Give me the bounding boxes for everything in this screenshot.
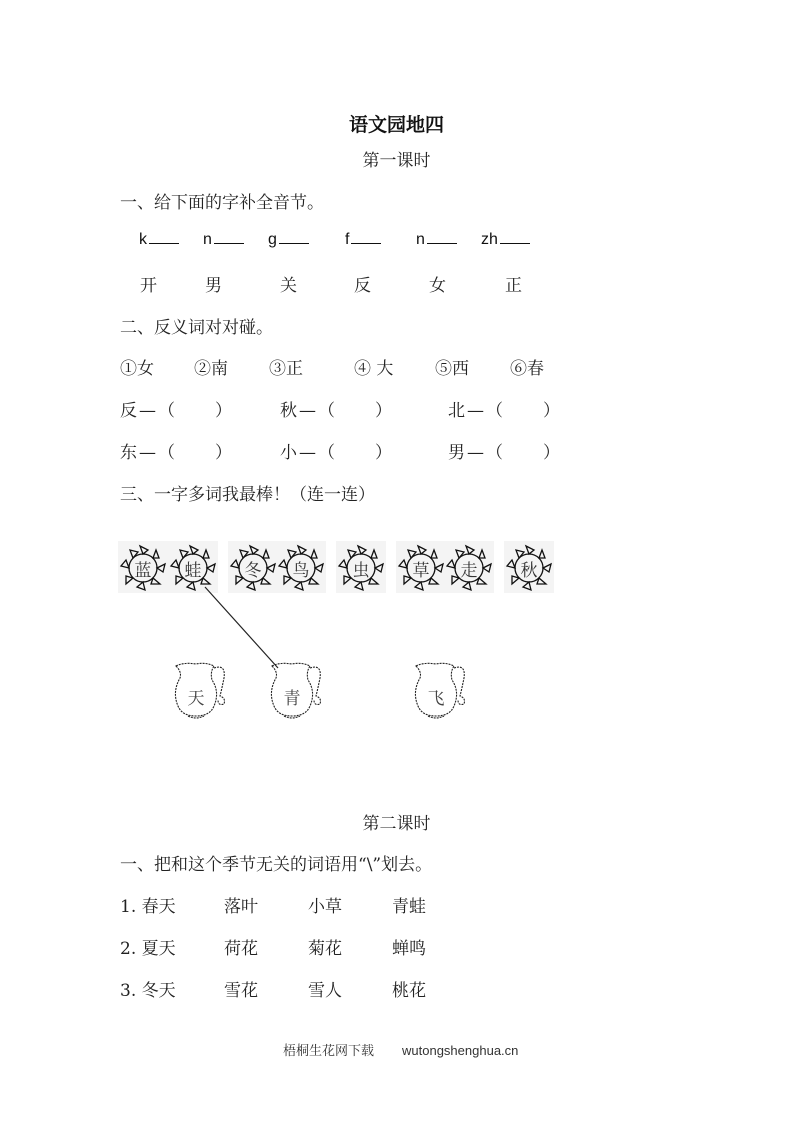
- footer-url[interactable]: wutongshenghua.cn: [402, 1043, 519, 1058]
- jug-char: 天: [187, 689, 205, 709]
- flower-char: 虫: [352, 561, 370, 581]
- flower-char: 草: [412, 561, 430, 581]
- season-word[interactable]: 落叶: [224, 897, 258, 917]
- char: 开: [140, 276, 157, 296]
- flower-char: 冬: [244, 561, 262, 581]
- pinyin-item: g: [268, 231, 309, 249]
- lesson1-heading: 第一课时: [362, 151, 431, 171]
- char: 反: [354, 276, 371, 296]
- season-word[interactable]: 桃花: [392, 981, 426, 1001]
- q1-prompt: 一、给下面的字补全音节。: [120, 193, 324, 213]
- season-label: 3. 冬天: [120, 981, 176, 1001]
- season-word[interactable]: 小草: [308, 897, 342, 917]
- option: ④ 大: [354, 359, 394, 379]
- pair-blank[interactable]: 男—（ ）: [448, 443, 562, 463]
- pair-blank[interactable]: 小—（ ）: [280, 443, 394, 463]
- jug-card[interactable]: [266, 658, 330, 722]
- l2-q1-prompt: 一、把和这个季节无关的词语用“\”划去。: [120, 855, 433, 875]
- q3-prompt: 三、一字多词我最棒！（连一连）: [120, 485, 375, 505]
- season-word[interactable]: 荷花: [224, 939, 258, 959]
- char: 正: [505, 276, 522, 296]
- season-label: 2. 夏天: [120, 939, 176, 959]
- pair-blank[interactable]: 东—（ ）: [120, 443, 234, 463]
- season-word[interactable]: 菊花: [308, 939, 342, 959]
- season-label: 1. 春天: [120, 897, 176, 917]
- pinyin-item: n: [416, 231, 457, 249]
- pinyin-item: zh: [481, 231, 530, 249]
- option: ②南: [194, 359, 228, 379]
- char: 男: [205, 276, 222, 296]
- char: 女: [429, 276, 446, 296]
- flower-char: 秋: [520, 561, 538, 581]
- season-word[interactable]: 雪花: [224, 981, 258, 1001]
- lesson2-heading: 第二课时: [362, 814, 431, 834]
- pair-blank[interactable]: 反—（ ）: [120, 401, 234, 421]
- season-word[interactable]: 雪人: [308, 981, 342, 1001]
- jug-char: 青: [283, 689, 301, 709]
- pinyin-item: k: [139, 231, 179, 249]
- flower-char: 蓝: [134, 561, 152, 581]
- char: 关: [280, 276, 297, 296]
- jug-card[interactable]: [170, 658, 234, 722]
- pair-blank[interactable]: 秋—（ ）: [280, 401, 394, 421]
- flower-char: 蛙: [184, 561, 202, 581]
- option: ①女: [120, 359, 154, 379]
- flower-char: 走: [460, 561, 478, 581]
- q2-prompt: 二、反义词对对碰。: [120, 318, 273, 338]
- jug-card[interactable]: [410, 658, 474, 722]
- jug-char: 飞: [427, 689, 445, 709]
- document-title: 语文园地四: [348, 114, 444, 136]
- season-word[interactable]: 蝉鸣: [392, 939, 426, 959]
- season-word[interactable]: 青蛙: [392, 897, 426, 917]
- pinyin-item: f: [345, 231, 381, 249]
- pinyin-item: n: [203, 231, 244, 249]
- footer: [283, 1040, 518, 1059]
- flower-char: 鸟: [292, 561, 310, 581]
- footer-source: 梧桐生花网下载: [283, 1044, 375, 1059]
- option: ⑥春: [510, 359, 544, 379]
- option: ⑤西: [435, 359, 469, 379]
- option: ③正: [269, 359, 303, 379]
- pair-blank[interactable]: 北—（ ）: [448, 401, 562, 421]
